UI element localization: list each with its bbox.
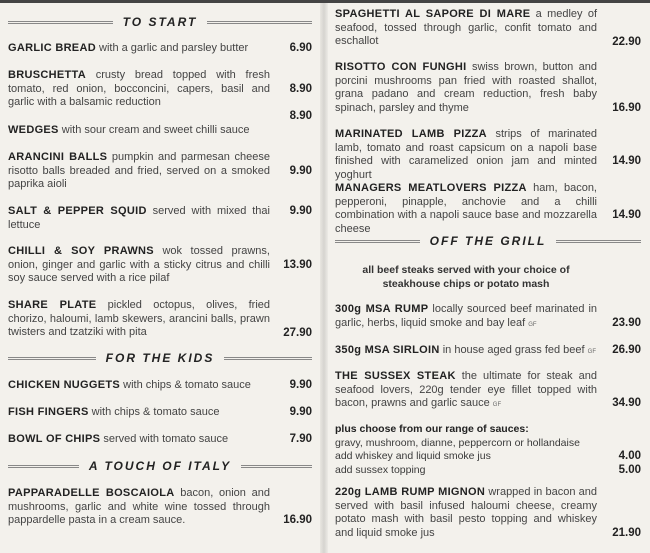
item-price: 8.90 <box>289 83 312 95</box>
item-desc: wrapped in bacon and served with basil infused haloumi cheese, creamy potato mash with basil pesto topping and whiskey and liquid smoke jus <box>335 486 598 539</box>
item-desc: with sour cream and sweet chilli sauce <box>61 124 250 136</box>
item-desc: a medley of seafood, tossed through garlic, confit tomato and eschallot <box>335 8 598 47</box>
gluten-free-tag: GF <box>492 402 502 408</box>
menu-item <box>335 303 641 332</box>
item-desc: bacon, onion and mushrooms, garlic and white wine tossed through pappardelle pasta in a cream sauce. <box>8 487 270 526</box>
item-desc: pickled octopus, olives, fried chorizo, haloumi, lamb skewers, arancini balls, prawn twisters and tzatziki with pita <box>8 299 270 338</box>
item-price: 9.90 <box>289 165 312 177</box>
grill-note-line: all beef steaks served with your choice of <box>362 264 570 276</box>
item-name: BRUSCHETTA <box>8 69 86 81</box>
item-price: 26.90 <box>612 344 641 356</box>
menu-item <box>335 370 641 413</box>
divider <box>241 465 312 468</box>
item-name: ARANCINI BALLS <box>8 151 108 163</box>
item-name: PAPPARADELLE BOSCAIOLA <box>8 487 175 499</box>
addon-price: 5.00 <box>618 463 641 476</box>
item-name: 350g MSA SIRLOIN <box>335 344 440 356</box>
item-desc: ham, bacon, pepperoni, pinapple, anchovie and a chilli combination with a napoli sauce base and mozzarella cheese <box>335 182 597 235</box>
item-price: 16.90 <box>283 514 312 526</box>
item-price: 9.90 <box>289 406 312 418</box>
gluten-free-tag: GF <box>528 321 537 328</box>
item-name: BOWL OF CHIPS <box>8 433 101 445</box>
item-price: 7.90 <box>289 433 312 445</box>
menu-item <box>8 379 312 393</box>
page-gutter <box>320 3 328 553</box>
item-price: 22.90 <box>612 36 641 48</box>
menu-item <box>335 344 641 360</box>
section-title: OFF THE GRILL <box>429 234 547 248</box>
menu-item <box>8 433 312 447</box>
item-name: GARLIC BREAD <box>8 42 96 54</box>
item-price: 14.90 <box>612 155 641 167</box>
divider <box>8 357 96 360</box>
sauces-list: gravy, mushroom, dianne, peppercorn or hollandaise <box>335 436 580 449</box>
item-name: MANAGERS MEATLOVERS PIZZA <box>335 182 527 194</box>
item-name: SALT & PEPPER SQUID <box>8 205 147 217</box>
menu-item <box>335 61 641 115</box>
section-header-kids <box>8 351 312 365</box>
item-price: 27.90 <box>283 327 312 339</box>
addon-price: 4.00 <box>618 450 641 462</box>
item-name: RISOTTO CON FUNGHI <box>335 61 467 73</box>
item-name: MARINATED LAMB PIZZA <box>335 128 487 140</box>
item-price: 9.90 <box>289 205 312 217</box>
menu-item <box>335 486 641 540</box>
menu-item <box>8 151 312 192</box>
item-price: 9.90 <box>289 379 312 391</box>
item-desc: served with tomato sauce <box>103 433 229 445</box>
divider <box>224 357 312 360</box>
menu-item <box>335 8 641 49</box>
grill-note <box>335 263 597 291</box>
item-name: CHICKEN NUGGETS <box>8 379 121 391</box>
item-desc: swiss brown, button and porcini mushrooms pan fried with roasted shallot, grana padano and cream reduction, fresh baby spinach, parsley and thyme <box>335 61 598 114</box>
item-price: 34.90 <box>612 397 641 409</box>
divider <box>8 21 113 24</box>
menu-item <box>8 487 312 528</box>
item-name: 220g LAMB RUMP MIGNON <box>335 486 486 498</box>
menu-item <box>8 205 312 232</box>
menu-item <box>8 406 312 420</box>
menu-item <box>335 128 641 182</box>
item-desc: wok tossed prawns, onion, ginger and garlic with a sticky citrus and chilli soy sauce served with a rice pilaf <box>8 245 270 284</box>
item-name: SHARE PLATE <box>8 299 97 311</box>
item-price: 6.90 <box>289 42 312 54</box>
section-header-italy <box>8 459 312 473</box>
item-name: SPAGHETTI AL SAPORE DI MARE <box>335 8 531 20</box>
section-header-to-start <box>8 15 312 29</box>
divider <box>556 240 641 243</box>
menu-item <box>8 42 312 56</box>
item-name: WEDGES <box>8 124 59 136</box>
divider <box>335 240 420 243</box>
menu-item <box>8 299 312 340</box>
item-desc: with a garlic and parsley butter <box>99 42 249 54</box>
item-desc: strips of marinated lamb, tomato and roast capsicum on a napoli base finished with caramelized onion jam and minted yoghurt <box>335 128 597 181</box>
item-price: 16.90 <box>612 102 641 114</box>
menu-item <box>335 182 641 236</box>
item-name: FISH FINGERS <box>8 406 89 418</box>
item-price: 21.90 <box>612 527 641 539</box>
menu-item <box>8 69 312 110</box>
grill-note-line: steakhouse chips or potato mash <box>382 278 550 290</box>
section-header-grill <box>335 234 641 248</box>
item-desc: locally sourced beef marinated in garlic, herbs, liquid smoke and bay leaf <box>335 303 598 329</box>
menu-item <box>8 110 312 138</box>
item-desc: crusty bread topped with fresh tomato, red onion, bocconcini, capers, basil and garlic with a balsamic reduction <box>8 69 270 108</box>
item-name: THE SUSSEX STEAK <box>335 370 456 382</box>
addon-whiskey: add whiskey and liquid smoke jus <box>335 450 491 462</box>
item-price: 13.90 <box>283 259 312 271</box>
item-desc: the ultimate for steak and seafood lovers, 220g tender eye fillet topped with bacon, prawns and garlic sauce <box>335 370 598 409</box>
item-name: 300g MSA RUMP <box>335 303 429 315</box>
section-title: FOR THE KIDS <box>105 351 215 365</box>
item-desc: with chips & tomato sauce <box>91 406 220 418</box>
sauces-block <box>335 423 641 477</box>
menu-item <box>8 245 312 286</box>
item-desc: pumpkin and parmesan cheese risotto balls breaded and fried, served on a smoked paprika aioli <box>8 151 270 190</box>
sauces-title: plus choose from our range of sauces: <box>335 423 529 435</box>
item-price: 23.90 <box>612 317 641 329</box>
addon-sussex: add sussex topping <box>335 463 426 476</box>
item-price: 8.90 <box>289 110 312 122</box>
item-price: 14.90 <box>612 209 641 221</box>
section-title: A TOUCH OF ITALY <box>88 459 232 473</box>
section-title: TO START <box>122 15 198 29</box>
item-desc: in house aged grass fed beef <box>442 344 585 356</box>
divider <box>8 465 79 468</box>
item-name: CHILLI & SOY PRAWNS <box>8 245 154 257</box>
gluten-free-tag: GF <box>587 349 596 355</box>
item-desc: served with mixed thai lettuce <box>8 205 270 231</box>
divider <box>207 21 312 24</box>
item-desc: with chips & tomato sauce <box>123 379 251 391</box>
